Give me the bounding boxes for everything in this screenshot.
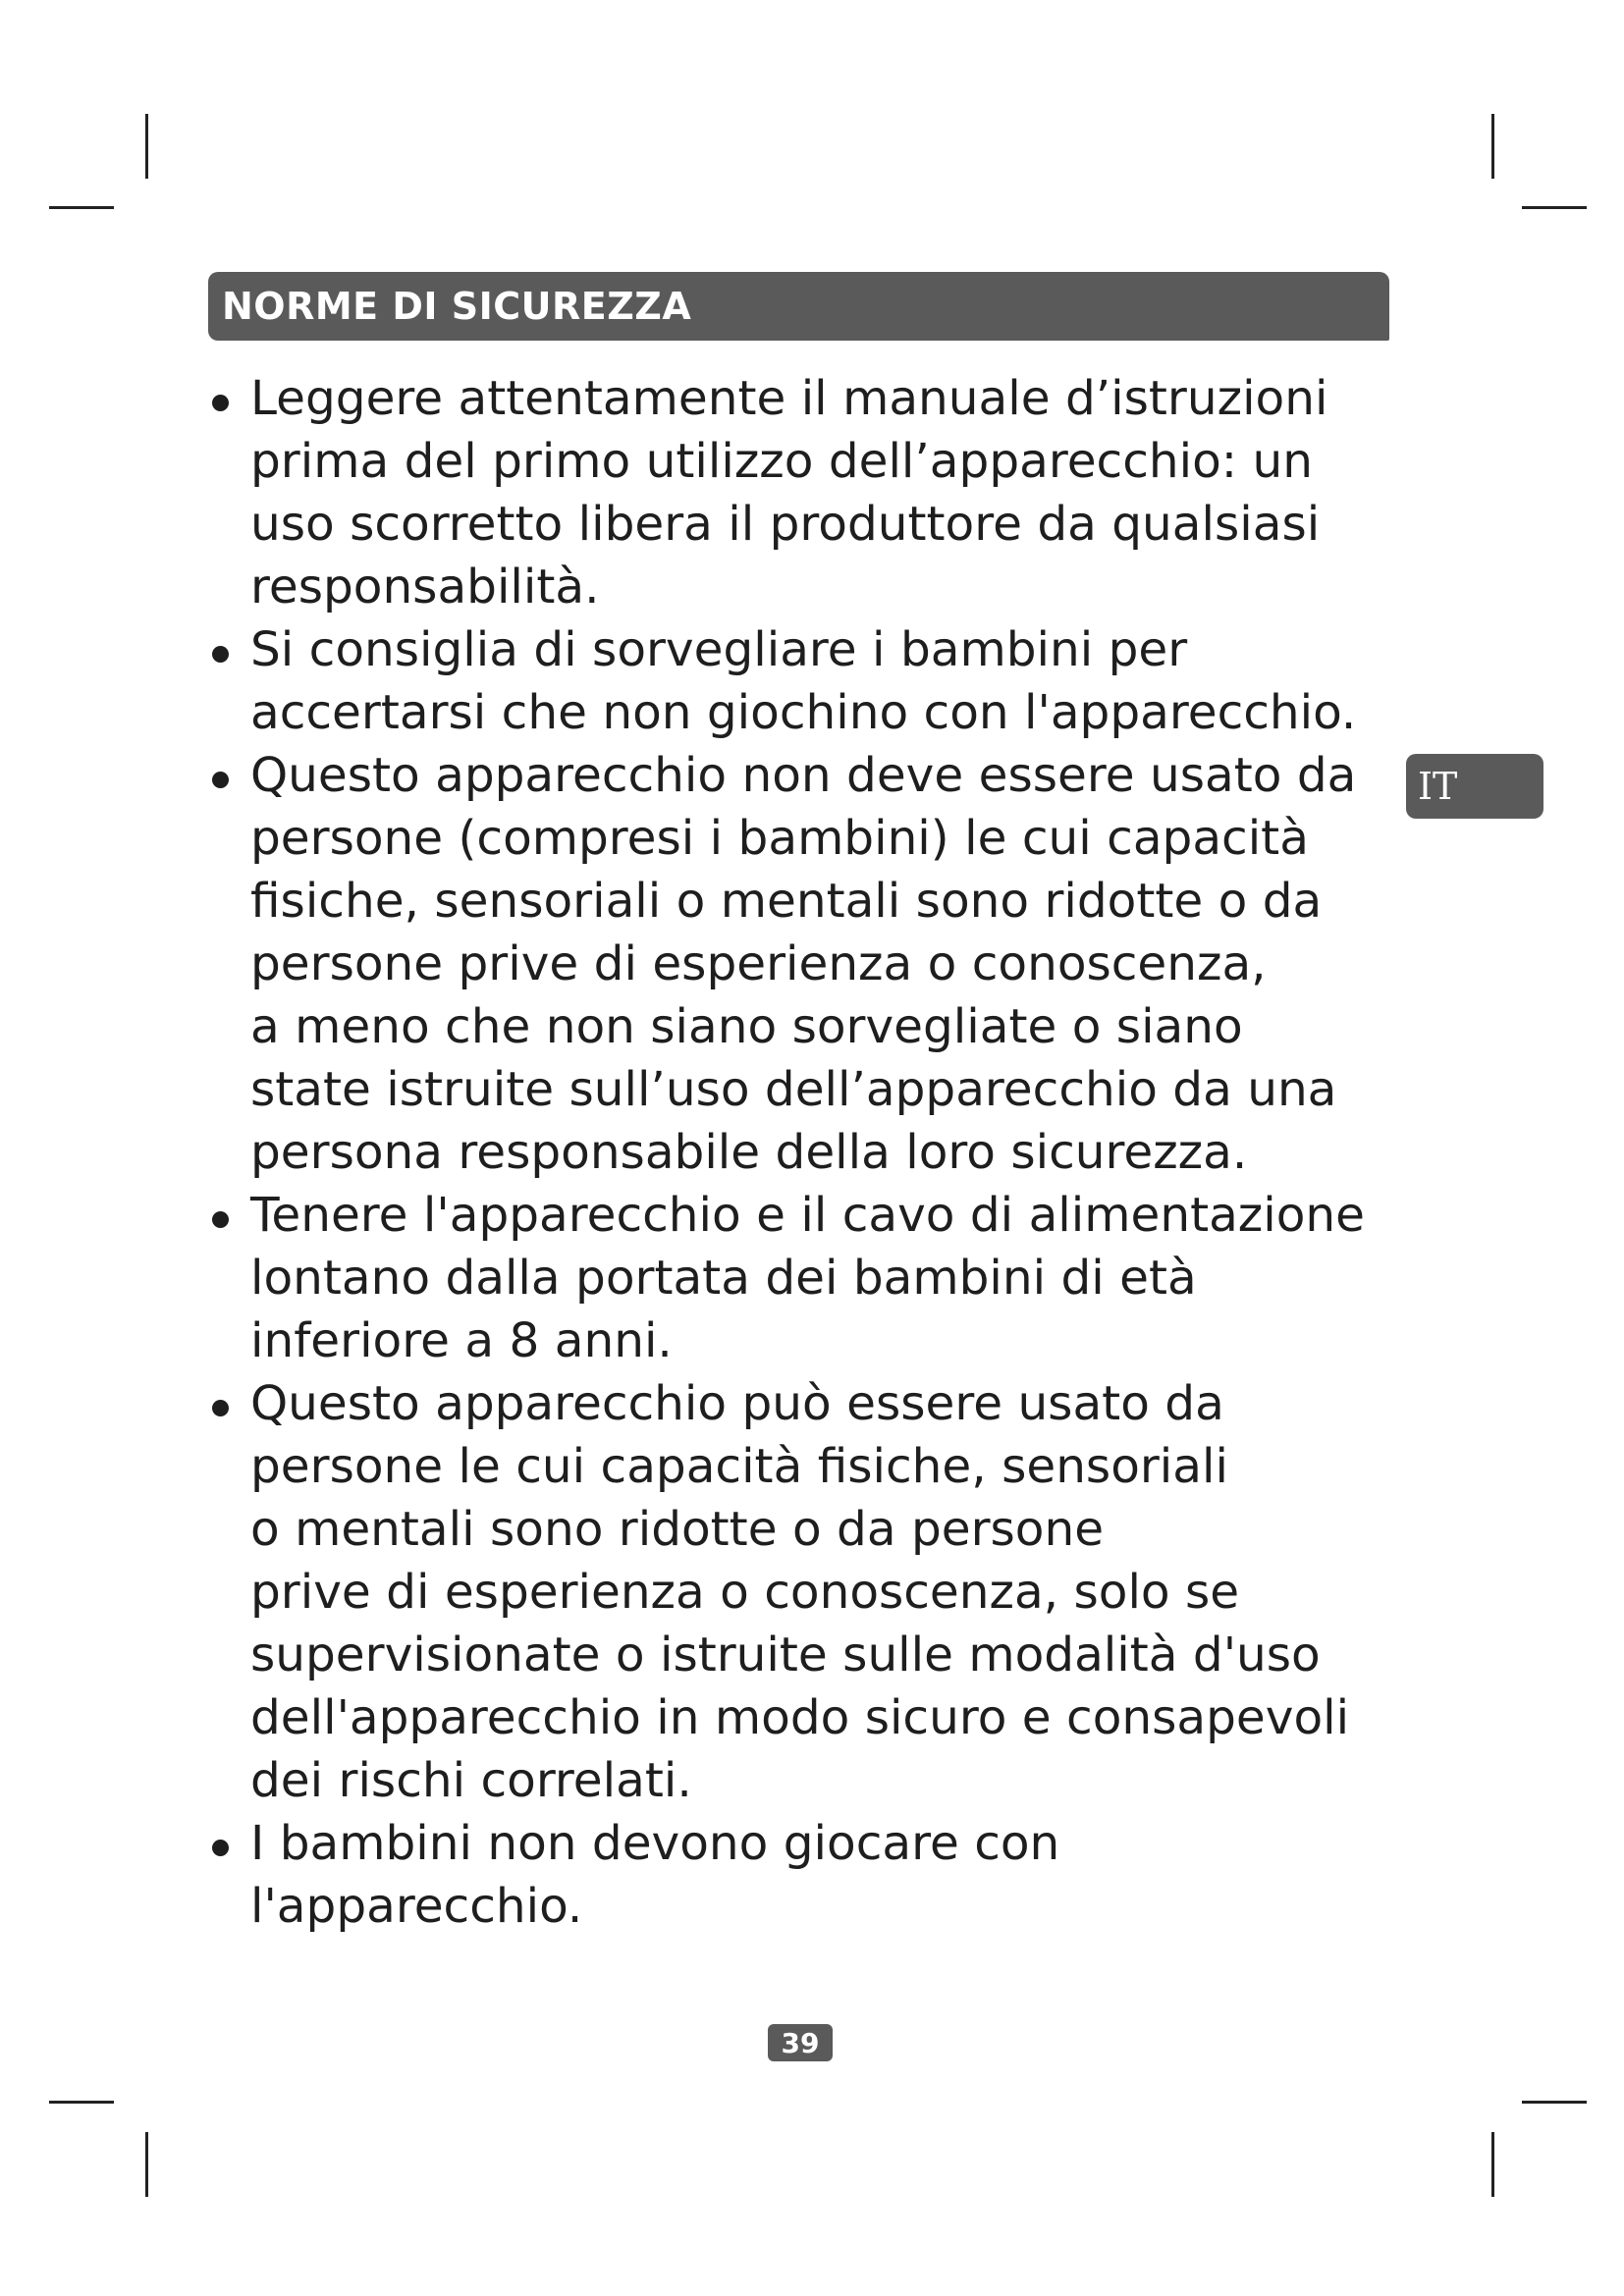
- list-item-line: Leggere attentamente il manuale d’istruzioni: [250, 371, 1328, 426]
- list-item-line: persone (compresi i bambini) le cui capacità: [250, 811, 1309, 866]
- list-item-line: l'apparecchio.: [250, 1879, 583, 1934]
- list-item: [206, 744, 1424, 1184]
- bullet-icon: [212, 1211, 229, 1228]
- list-item-line: Si consiglia di sorvegliare i bambini per: [250, 622, 1188, 677]
- crop-mark-bottom-left-vertical: [145, 2132, 148, 2197]
- list-item: [206, 367, 1424, 618]
- list-item: [206, 618, 1424, 744]
- crop-mark-bottom-left-horizontal: [49, 2101, 114, 2104]
- list-item-line: o mentali sono ridotte o da persone: [250, 1502, 1105, 1557]
- list-item: [206, 1184, 1424, 1372]
- list-item-line: dell'apparecchio in modo sicuro e consapevoli: [250, 1690, 1350, 1745]
- crop-mark-top-right-vertical: [1491, 114, 1494, 179]
- bullet-icon: [212, 646, 229, 663]
- crop-mark-bottom-right-vertical: [1491, 2132, 1494, 2197]
- list-item-line: Questo apparecchio non deve essere usato da: [250, 748, 1357, 803]
- list-item-line: persona responsabile della loro sicurezza.: [250, 1125, 1248, 1180]
- crop-mark-bottom-right-horizontal: [1522, 2101, 1587, 2104]
- section-header: [208, 272, 1389, 341]
- crop-mark-top-left-horizontal: [49, 206, 114, 209]
- list-item-line: I bambini non devono giocare con: [250, 1816, 1060, 1871]
- bullet-icon: [212, 1400, 229, 1416]
- list-item-line: lontano dalla portata dei bambini di età: [250, 1251, 1197, 1306]
- list-item-line: Tenere l'apparecchio e il cavo di alimentazione: [250, 1188, 1365, 1243]
- list-item-line: prima del primo utilizzo dell’apparecchio: un: [250, 434, 1313, 489]
- list-item-line: responsabilità.: [250, 560, 600, 614]
- language-tab-label: IT: [1418, 765, 1458, 808]
- list-item-line: persone prive di esperienza o conoscenza,: [250, 936, 1267, 991]
- list-item-line: dei rischi correlati.: [250, 1753, 692, 1808]
- bullet-icon: [212, 772, 229, 788]
- crop-mark-top-left-vertical: [145, 114, 148, 179]
- page-number: 39: [781, 2026, 820, 2059]
- list-item-line: supervisionate o istruite sulle modalità d'uso: [250, 1628, 1321, 1682]
- list-item-line: state istruite sull’uso dell’apparecchio da una: [250, 1062, 1337, 1117]
- list-item-line: inferiore a 8 anni.: [250, 1313, 673, 1368]
- bullet-icon: [212, 1840, 229, 1856]
- page-number-badge: [768, 2024, 833, 2061]
- list-item-line: prive di esperienza o conoscenza, solo se: [250, 1565, 1240, 1620]
- list-item-line: Questo apparecchio può essere usato da: [250, 1376, 1224, 1431]
- list-item-line: accertarsi che non giochino con l'apparecchio.: [250, 685, 1357, 740]
- list-item: [206, 1812, 1424, 1938]
- safety-instructions-list: [206, 367, 1424, 1938]
- list-item-line: uso scorretto libera il produttore da qualsiasi: [250, 497, 1321, 552]
- crop-mark-top-right-horizontal: [1522, 206, 1587, 209]
- bullet-icon: [212, 395, 229, 411]
- list-item: [206, 1372, 1424, 1812]
- list-item-line: a meno che non siano sorvegliate o siano: [250, 999, 1243, 1054]
- list-item-line: persone le cui capacità fisiche, sensoriali: [250, 1439, 1228, 1494]
- section-title: NORME DI SICUREZZA: [222, 285, 692, 328]
- language-tab: [1406, 754, 1543, 819]
- list-item-line: fisiche, sensoriali o mentali sono ridotte o da: [250, 874, 1323, 929]
